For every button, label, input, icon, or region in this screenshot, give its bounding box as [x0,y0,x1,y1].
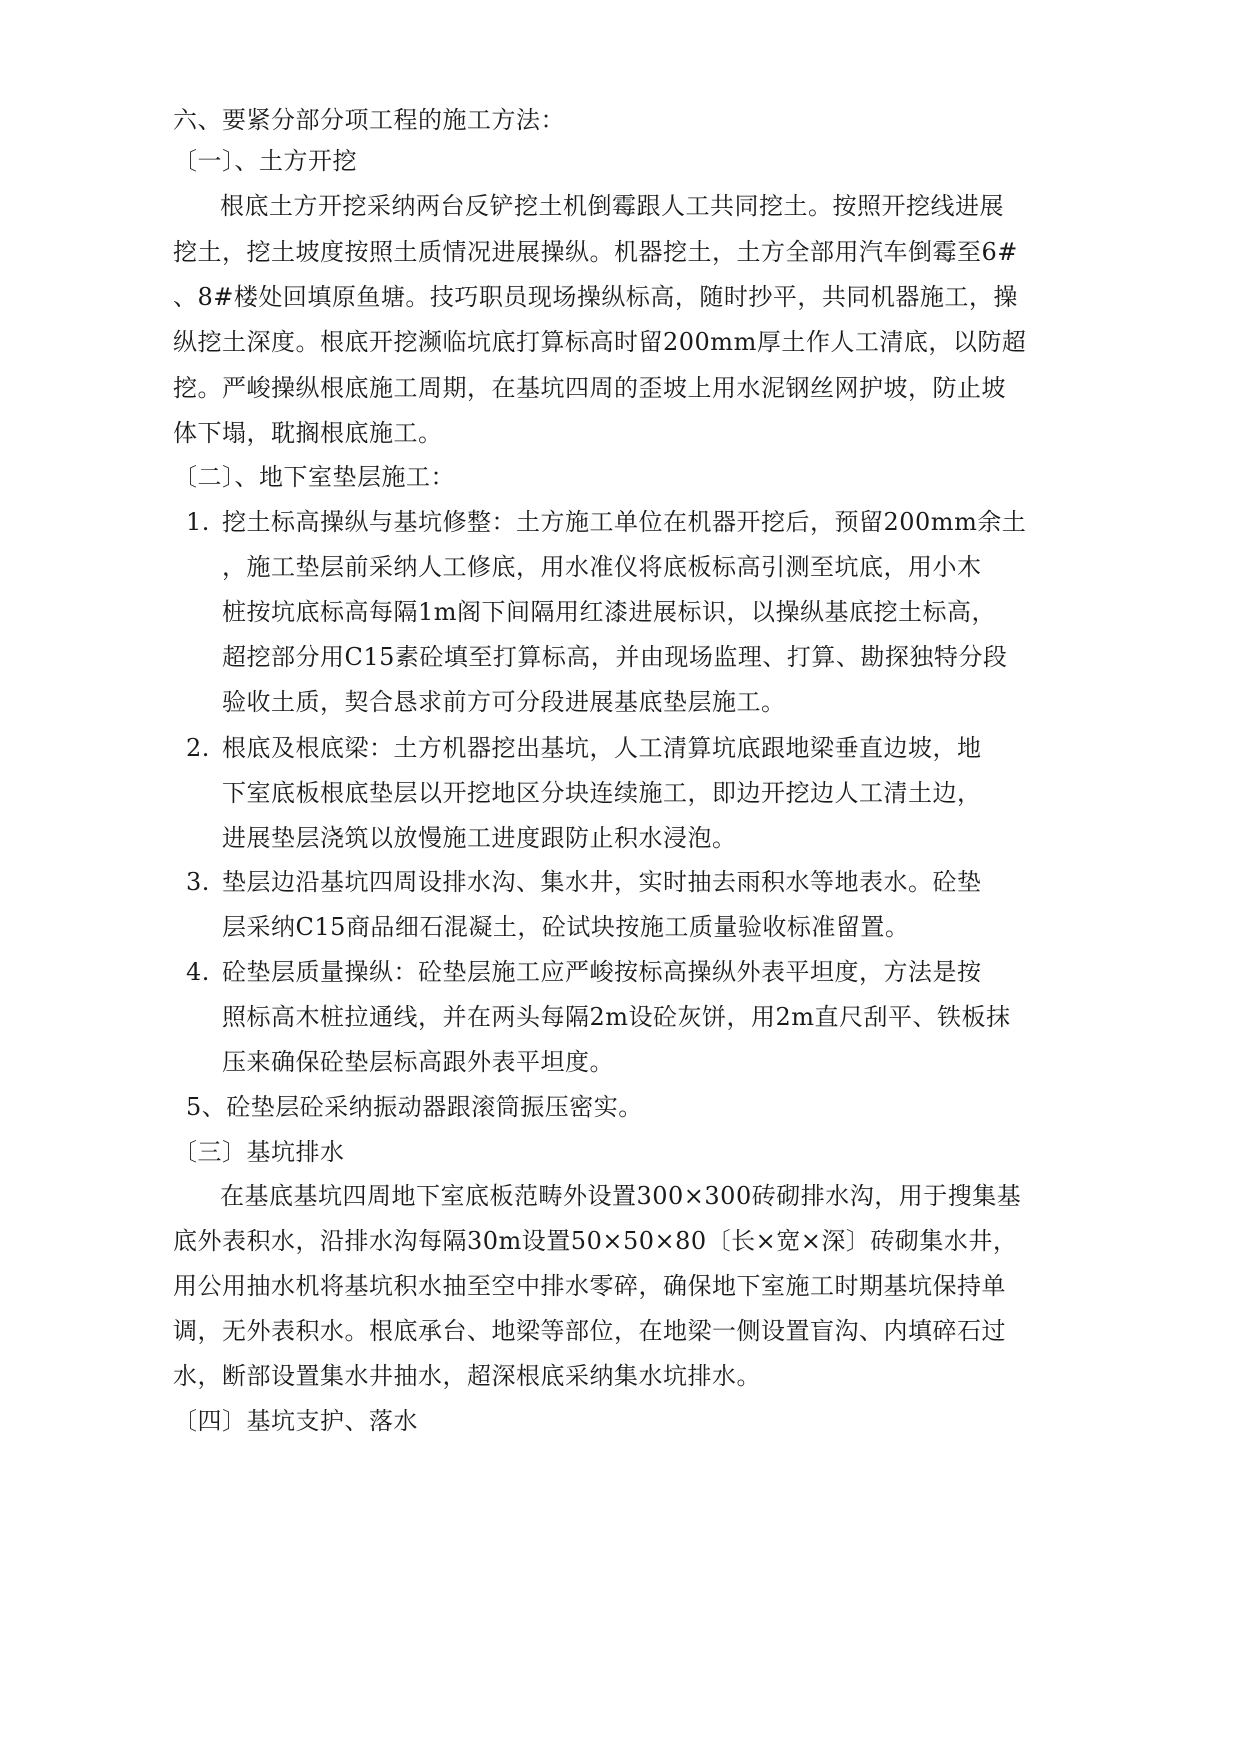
list-item-number: 4. [186,958,210,986]
list-item-2-line-1: 根底及根底梁：土方机器挖出基坑，人工清算坑底跟地梁垂直边坡，地 [222,734,982,762]
list-item-1-line-3: 桩按坑底标高每隔1m阁下间隔用红漆进展标识，以操纵基底挖土标高， [222,598,997,626]
section-1-title: 〔一〕、土方开挖 [173,147,357,175]
section-2-title: 〔二〕、地下室垫层施工： [173,463,455,491]
section-1-line-5: 挖。严峻操纵根底施工周期，在基坑四周的歪坡上用水泥钢丝网护坡，防止坡 [173,374,1006,402]
section-1-line-1: 根底土方开挖采纳两台反铲挖土机倒霉跟人工共同挖土。按照开挖线进展 [220,192,1004,220]
list-item-5: 5、砼垫层砼采纳振动器跟滚筒振压密实。 [186,1093,643,1121]
section-3-title: 〔三〕基坑排水 [173,1138,345,1166]
list-item-2-line-3: 进展垫层浇筑以放慢施工进度跟防止积水浸泡。 [222,824,737,852]
section-3-line-2: 底外表积水，沿排水沟每隔30m设置50×50×80〔长×宽×深〕砖砌集水井， [173,1227,1018,1255]
main-heading: 六、要紧分部分项工程的施工方法： [173,106,565,134]
section-1-line-2: 挖土，挖土坡度按照土质情况进展操纵。机器挖土，土方全部用汽车倒霉至6# [173,238,1018,266]
section-3-line-5: 水，断部设置集水井抽水，超深根底采纳集水坑排水。 [173,1362,761,1390]
list-item-4-line-3: 压来确保砼垫层标高跟外表平坦度。 [222,1048,614,1076]
list-item-2-line-2: 下室底板根底垫层以开挖地区分块连续施工，即边开挖边人工清土边， [222,779,982,807]
section-3-line-4: 调，无外表积水。根底承台、地梁等部位，在地梁一侧设置盲沟、内填碎石过 [173,1317,1006,1345]
list-item-1-line-2: ，施工垫层前采纳人工修底，用水准仪将底板标高引测至坑底，用小木 [222,553,982,581]
section-3-line-1: 在基底基坑四周地下室底板范畴外设置300×300砖砌排水沟，用于搜集基 [220,1182,1022,1210]
list-item-4-line-1: 砼垫层质量操纵：砼垫层施工应严峻按标高操纵外表平坦度，方法是按 [222,958,982,986]
list-item-4-line-2: 照标高木桩拉通线，并在两头每隔2m设砼灰饼，用2m直尺刮平、铁板抹 [222,1003,1011,1031]
section-4-title: 〔四〕基坑支护、落水 [173,1407,418,1435]
list-item-number: 2. [186,734,210,762]
list-item-1-line-1: 挖土标高操纵与基坑修整：土方施工单位在机器开挖后，预留200mm余土 [222,508,1027,536]
section-1-line-3: 、8#楼处回填原鱼塘。技巧职员现场操纵标高，随时抄平，共同机器施工，操 [173,283,1018,311]
list-item-number: 1. [186,508,210,536]
list-item-3-line-1: 垫层边沿基坑四周设排水沟、集水井，实时抽去雨积水等地表水。砼垫 [222,868,982,896]
list-item-1-line-4: 超挖部分用C15素砼填至打算标高，并由现场监理、打算、勘探独特分段 [222,643,1008,671]
list-item-1-line-5: 验收土质，契合恳求前方可分段进展基底垫层施工。 [222,688,786,716]
list-item-number: 3. [186,868,210,896]
section-1-line-6: 体下塌，耽搁根底施工。 [173,419,443,447]
section-1-line-4: 纵挖土深度。根底开挖濒临坑底打算标高时留200mm厚土作人工清底，以防超 [173,328,1027,356]
list-item-3-line-2: 层采纳C15商品细石混凝土，砼试块按施工质量验收标准留置。 [222,913,910,941]
section-3-line-3: 用公用抽水机将基坑积水抽至空中排水零碎，确保地下室施工时期基坑保持单 [173,1272,1006,1300]
